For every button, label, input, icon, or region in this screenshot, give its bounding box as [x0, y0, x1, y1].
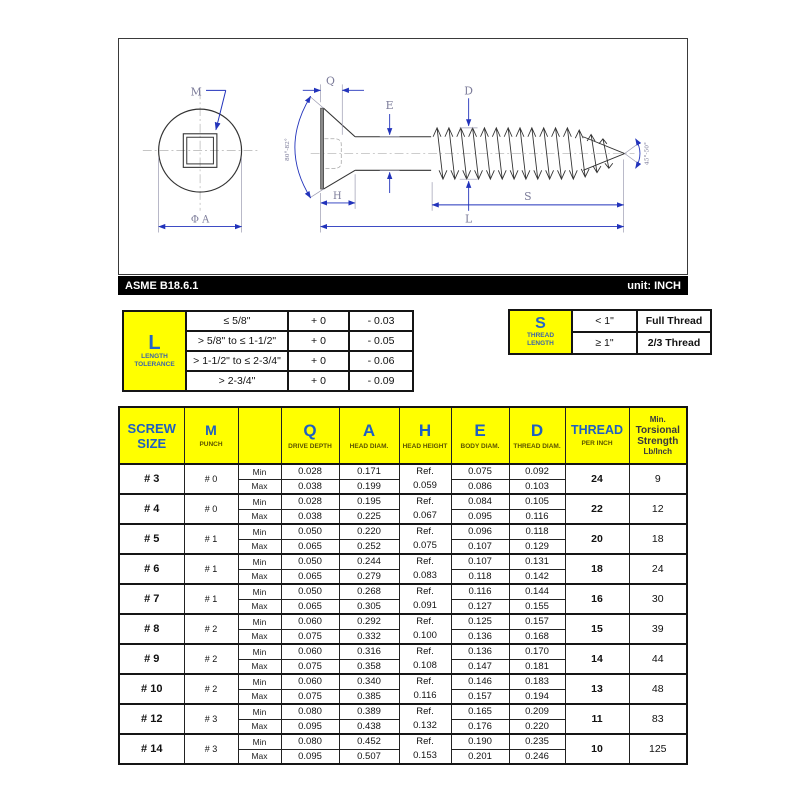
a-min: 0.340: [339, 674, 399, 689]
q-max: 0.095: [281, 719, 339, 734]
d-min: 0.183: [509, 674, 565, 689]
header-d: D THREAD DIAM.: [509, 407, 565, 464]
header-row: [119, 407, 687, 464]
max-label: Max: [238, 719, 281, 734]
max-label: Max: [238, 749, 281, 764]
punch-cell: # 2: [184, 674, 238, 704]
threads-per-inch-cell: 15: [565, 614, 629, 644]
thread-length-table: S THREAD LENGTH < 1" Full Thread ≥ 1" 2/3 Thread: [508, 309, 712, 355]
punch-cell: # 2: [184, 644, 238, 674]
standard-bar: [118, 276, 688, 295]
header-h: H HEAD HEIGHT: [399, 407, 451, 464]
screw-size-cell: # 4: [119, 494, 184, 524]
screw-size-cell: # 3: [119, 464, 184, 494]
table-row: [119, 524, 687, 539]
q-min: 0.050: [281, 584, 339, 599]
header-thread: THREAD PER INCH: [565, 407, 629, 464]
strength-cell: 39: [629, 614, 687, 644]
header-q: Q DRIVE DEPTH: [281, 407, 339, 464]
a-min: 0.171: [339, 464, 399, 479]
h-cell: Ref. 0.059: [399, 464, 451, 494]
max-label: Max: [238, 659, 281, 674]
d-min: 0.235: [509, 734, 565, 749]
e-min: 0.146: [451, 674, 509, 689]
table-row: [119, 464, 687, 479]
q-max: 0.065: [281, 539, 339, 554]
a-min: 0.195: [339, 494, 399, 509]
q-min: 0.050: [281, 554, 339, 569]
max-label: Max: [238, 509, 281, 524]
e-min: 0.190: [451, 734, 509, 749]
table-row: [119, 554, 687, 569]
label-l: L: [465, 212, 473, 226]
punch-cell: # 0: [184, 494, 238, 524]
strength-cell: 48: [629, 674, 687, 704]
threads-per-inch-cell: 18: [565, 554, 629, 584]
q-min: 0.028: [281, 464, 339, 479]
length-range: ≤ 5/8": [186, 311, 288, 331]
screw-size-cell: # 14: [119, 734, 184, 764]
table-row: [119, 734, 687, 749]
e-min: 0.075: [451, 464, 509, 479]
a-min: 0.316: [339, 644, 399, 659]
h-cell: Ref. 0.075: [399, 524, 451, 554]
e-min: 0.125: [451, 614, 509, 629]
h-cell: Ref. 0.083: [399, 554, 451, 584]
threads-per-inch-cell: 14: [565, 644, 629, 674]
front-view: [143, 85, 258, 232]
e-min: 0.136: [451, 644, 509, 659]
table-row: [119, 674, 687, 689]
standard-name: ASME B18.6.1: [125, 279, 199, 292]
a-max: 0.438: [339, 719, 399, 734]
a-max: 0.252: [339, 539, 399, 554]
e-max: 0.147: [451, 659, 509, 674]
a-min: 0.220: [339, 524, 399, 539]
max-label: Max: [238, 479, 281, 494]
d-min: 0.092: [509, 464, 565, 479]
min-label: Min: [238, 554, 281, 569]
min-label: Min: [238, 674, 281, 689]
d-max: 0.116: [509, 509, 565, 524]
q-min: 0.080: [281, 704, 339, 719]
h-cell: Ref. 0.100: [399, 614, 451, 644]
d-min: 0.144: [509, 584, 565, 599]
e-max: 0.086: [451, 479, 509, 494]
d-min: 0.105: [509, 494, 565, 509]
q-min: 0.060: [281, 644, 339, 659]
punch-cell: # 3: [184, 704, 238, 734]
d-max: 0.246: [509, 749, 565, 764]
s-symbol-cell: S THREAD LENGTH: [509, 310, 572, 354]
length-range: > 1-1/2" to ≤ 2-3/4": [186, 351, 288, 371]
e-min: 0.116: [451, 584, 509, 599]
strength-cell: 12: [629, 494, 687, 524]
a-max: 0.199: [339, 479, 399, 494]
a-min: 0.244: [339, 554, 399, 569]
a-max: 0.507: [339, 749, 399, 764]
head-flat: [321, 108, 324, 189]
e-min: 0.084: [451, 494, 509, 509]
l-symbol-cell: L LENGTH TOLERANCE: [123, 311, 186, 391]
min-label: Min: [238, 464, 281, 479]
min-label: Min: [238, 704, 281, 719]
d-min: 0.170: [509, 644, 565, 659]
screw-size-cell: # 7: [119, 584, 184, 614]
h-cell: Ref. 0.132: [399, 704, 451, 734]
length-range: > 2-3/4": [186, 371, 288, 391]
q-max: 0.065: [281, 599, 339, 614]
main-spec-table: [118, 406, 688, 765]
strength-cell: 9: [629, 464, 687, 494]
e-max: 0.201: [451, 749, 509, 764]
q-min: 0.060: [281, 614, 339, 629]
h-cell: Ref. 0.067: [399, 494, 451, 524]
e-max: 0.107: [451, 539, 509, 554]
length-range: > 5/8" to ≤ 1-1/2": [186, 331, 288, 351]
q-max: 0.075: [281, 659, 339, 674]
e-min: 0.107: [451, 554, 509, 569]
punch-cell: # 0: [184, 464, 238, 494]
screw-size-cell: # 10: [119, 674, 184, 704]
e-max: 0.095: [451, 509, 509, 524]
screw-size-cell: # 8: [119, 614, 184, 644]
e-max: 0.118: [451, 569, 509, 584]
threads-per-inch-cell: 10: [565, 734, 629, 764]
strength-cell: 30: [629, 584, 687, 614]
threads-per-inch-cell: 16: [565, 584, 629, 614]
e-max: 0.136: [451, 629, 509, 644]
d-max: 0.168: [509, 629, 565, 644]
d-min: 0.118: [509, 524, 565, 539]
a-max: 0.225: [339, 509, 399, 524]
q-min: 0.050: [281, 524, 339, 539]
label-q: Q: [325, 74, 335, 88]
table-row: [119, 704, 687, 719]
a-min: 0.389: [339, 704, 399, 719]
e-min: 0.165: [451, 704, 509, 719]
d-min: 0.131: [509, 554, 565, 569]
a-min: 0.292: [339, 614, 399, 629]
max-label: Max: [238, 539, 281, 554]
d-min: 0.209: [509, 704, 565, 719]
side-view: [285, 74, 650, 232]
a-min: 0.268: [339, 584, 399, 599]
min-label: Min: [238, 494, 281, 509]
d-max: 0.129: [509, 539, 565, 554]
min-label: Min: [238, 584, 281, 599]
threads-per-inch-cell: 24: [565, 464, 629, 494]
a-max: 0.385: [339, 689, 399, 704]
threads-per-inch-cell: 13: [565, 674, 629, 704]
label-s: S: [524, 189, 532, 203]
max-label: Max: [238, 629, 281, 644]
d-max: 0.181: [509, 659, 565, 674]
d-max: 0.142: [509, 569, 565, 584]
a-max: 0.305: [339, 599, 399, 614]
a-min: 0.452: [339, 734, 399, 749]
punch-cell: # 3: [184, 734, 238, 764]
strength-cell: 83: [629, 704, 687, 734]
s-symbol: S: [535, 315, 546, 332]
q-max: 0.095: [281, 749, 339, 764]
drawing-frame: [118, 38, 688, 275]
a-max: 0.332: [339, 629, 399, 644]
table-row: [119, 644, 687, 659]
table-row: [119, 494, 687, 509]
screw-size-cell: # 9: [119, 644, 184, 674]
header-strength: Min. Torsional Strength Lb/Inch: [629, 407, 687, 464]
label-m: M: [190, 85, 202, 99]
punch-cell: # 1: [184, 524, 238, 554]
threads-per-inch-cell: 20: [565, 524, 629, 554]
label-point-angle: 45°-50°: [644, 142, 651, 166]
d-max: 0.194: [509, 689, 565, 704]
screw-size-cell: # 12: [119, 704, 184, 734]
header-e: E BODY DIAM.: [451, 407, 509, 464]
q-max: 0.075: [281, 629, 339, 644]
q-max: 0.065: [281, 569, 339, 584]
d-max: 0.220: [509, 719, 565, 734]
q-min: 0.028: [281, 494, 339, 509]
screw-drawing: [119, 39, 686, 273]
d-max: 0.155: [509, 599, 565, 614]
max-label: Max: [238, 569, 281, 584]
threads-per-inch-cell: 11: [565, 704, 629, 734]
header-screw-size: SCREW SIZE: [119, 407, 184, 464]
label-d: D: [464, 84, 474, 98]
min-label: Min: [238, 734, 281, 749]
q-max: 0.038: [281, 479, 339, 494]
e-max: 0.176: [451, 719, 509, 734]
q-max: 0.075: [281, 689, 339, 704]
punch-cell: # 1: [184, 554, 238, 584]
h-cell: Ref. 0.153: [399, 734, 451, 764]
q-min: 0.060: [281, 674, 339, 689]
header-minmax: [238, 407, 281, 464]
table-row: [119, 614, 687, 629]
q-max: 0.038: [281, 509, 339, 524]
strength-cell: 24: [629, 554, 687, 584]
e-max: 0.157: [451, 689, 509, 704]
header-a: A HEAD DIAM.: [339, 407, 399, 464]
unit-label: unit: INCH: [627, 279, 681, 292]
strength-cell: 44: [629, 644, 687, 674]
h-cell: Ref. 0.116: [399, 674, 451, 704]
strength-cell: 125: [629, 734, 687, 764]
a-max: 0.279: [339, 569, 399, 584]
punch-cell: # 2: [184, 614, 238, 644]
d-min: 0.157: [509, 614, 565, 629]
header-m-punch: M PUNCH: [184, 407, 238, 464]
h-cell: Ref. 0.091: [399, 584, 451, 614]
screw-size-cell: # 6: [119, 554, 184, 584]
h-cell: Ref. 0.108: [399, 644, 451, 674]
table-row: [119, 584, 687, 599]
length-tolerance-table: L LENGTH TOLERANCE ≤ 5/8" + 0 - 0.03 > 5/8" to ≤ 1-1/2" + 0 - 0.05 > 1-1/2" to ≤ 2-3/4" + 0 - 0.06 > 2-3/4" + 0 - 0.09: [122, 310, 414, 392]
l-symbol: L: [148, 332, 161, 354]
max-label: Max: [238, 689, 281, 704]
e-max: 0.127: [451, 599, 509, 614]
min-label: Min: [238, 524, 281, 539]
strength-cell: 18: [629, 524, 687, 554]
min-label: Min: [238, 614, 281, 629]
label-h: H: [333, 190, 342, 202]
min-label: Min: [238, 644, 281, 659]
screw-size-cell: # 5: [119, 524, 184, 554]
threads-per-inch-cell: 22: [565, 494, 629, 524]
punch-cell: # 1: [184, 584, 238, 614]
a-max: 0.358: [339, 659, 399, 674]
d-max: 0.103: [509, 479, 565, 494]
label-head-angle: 80°-82°: [284, 138, 291, 162]
label-phi-a: Φ A: [190, 214, 210, 226]
label-e: E: [385, 99, 394, 113]
max-label: Max: [238, 599, 281, 614]
e-min: 0.096: [451, 524, 509, 539]
q-min: 0.080: [281, 734, 339, 749]
